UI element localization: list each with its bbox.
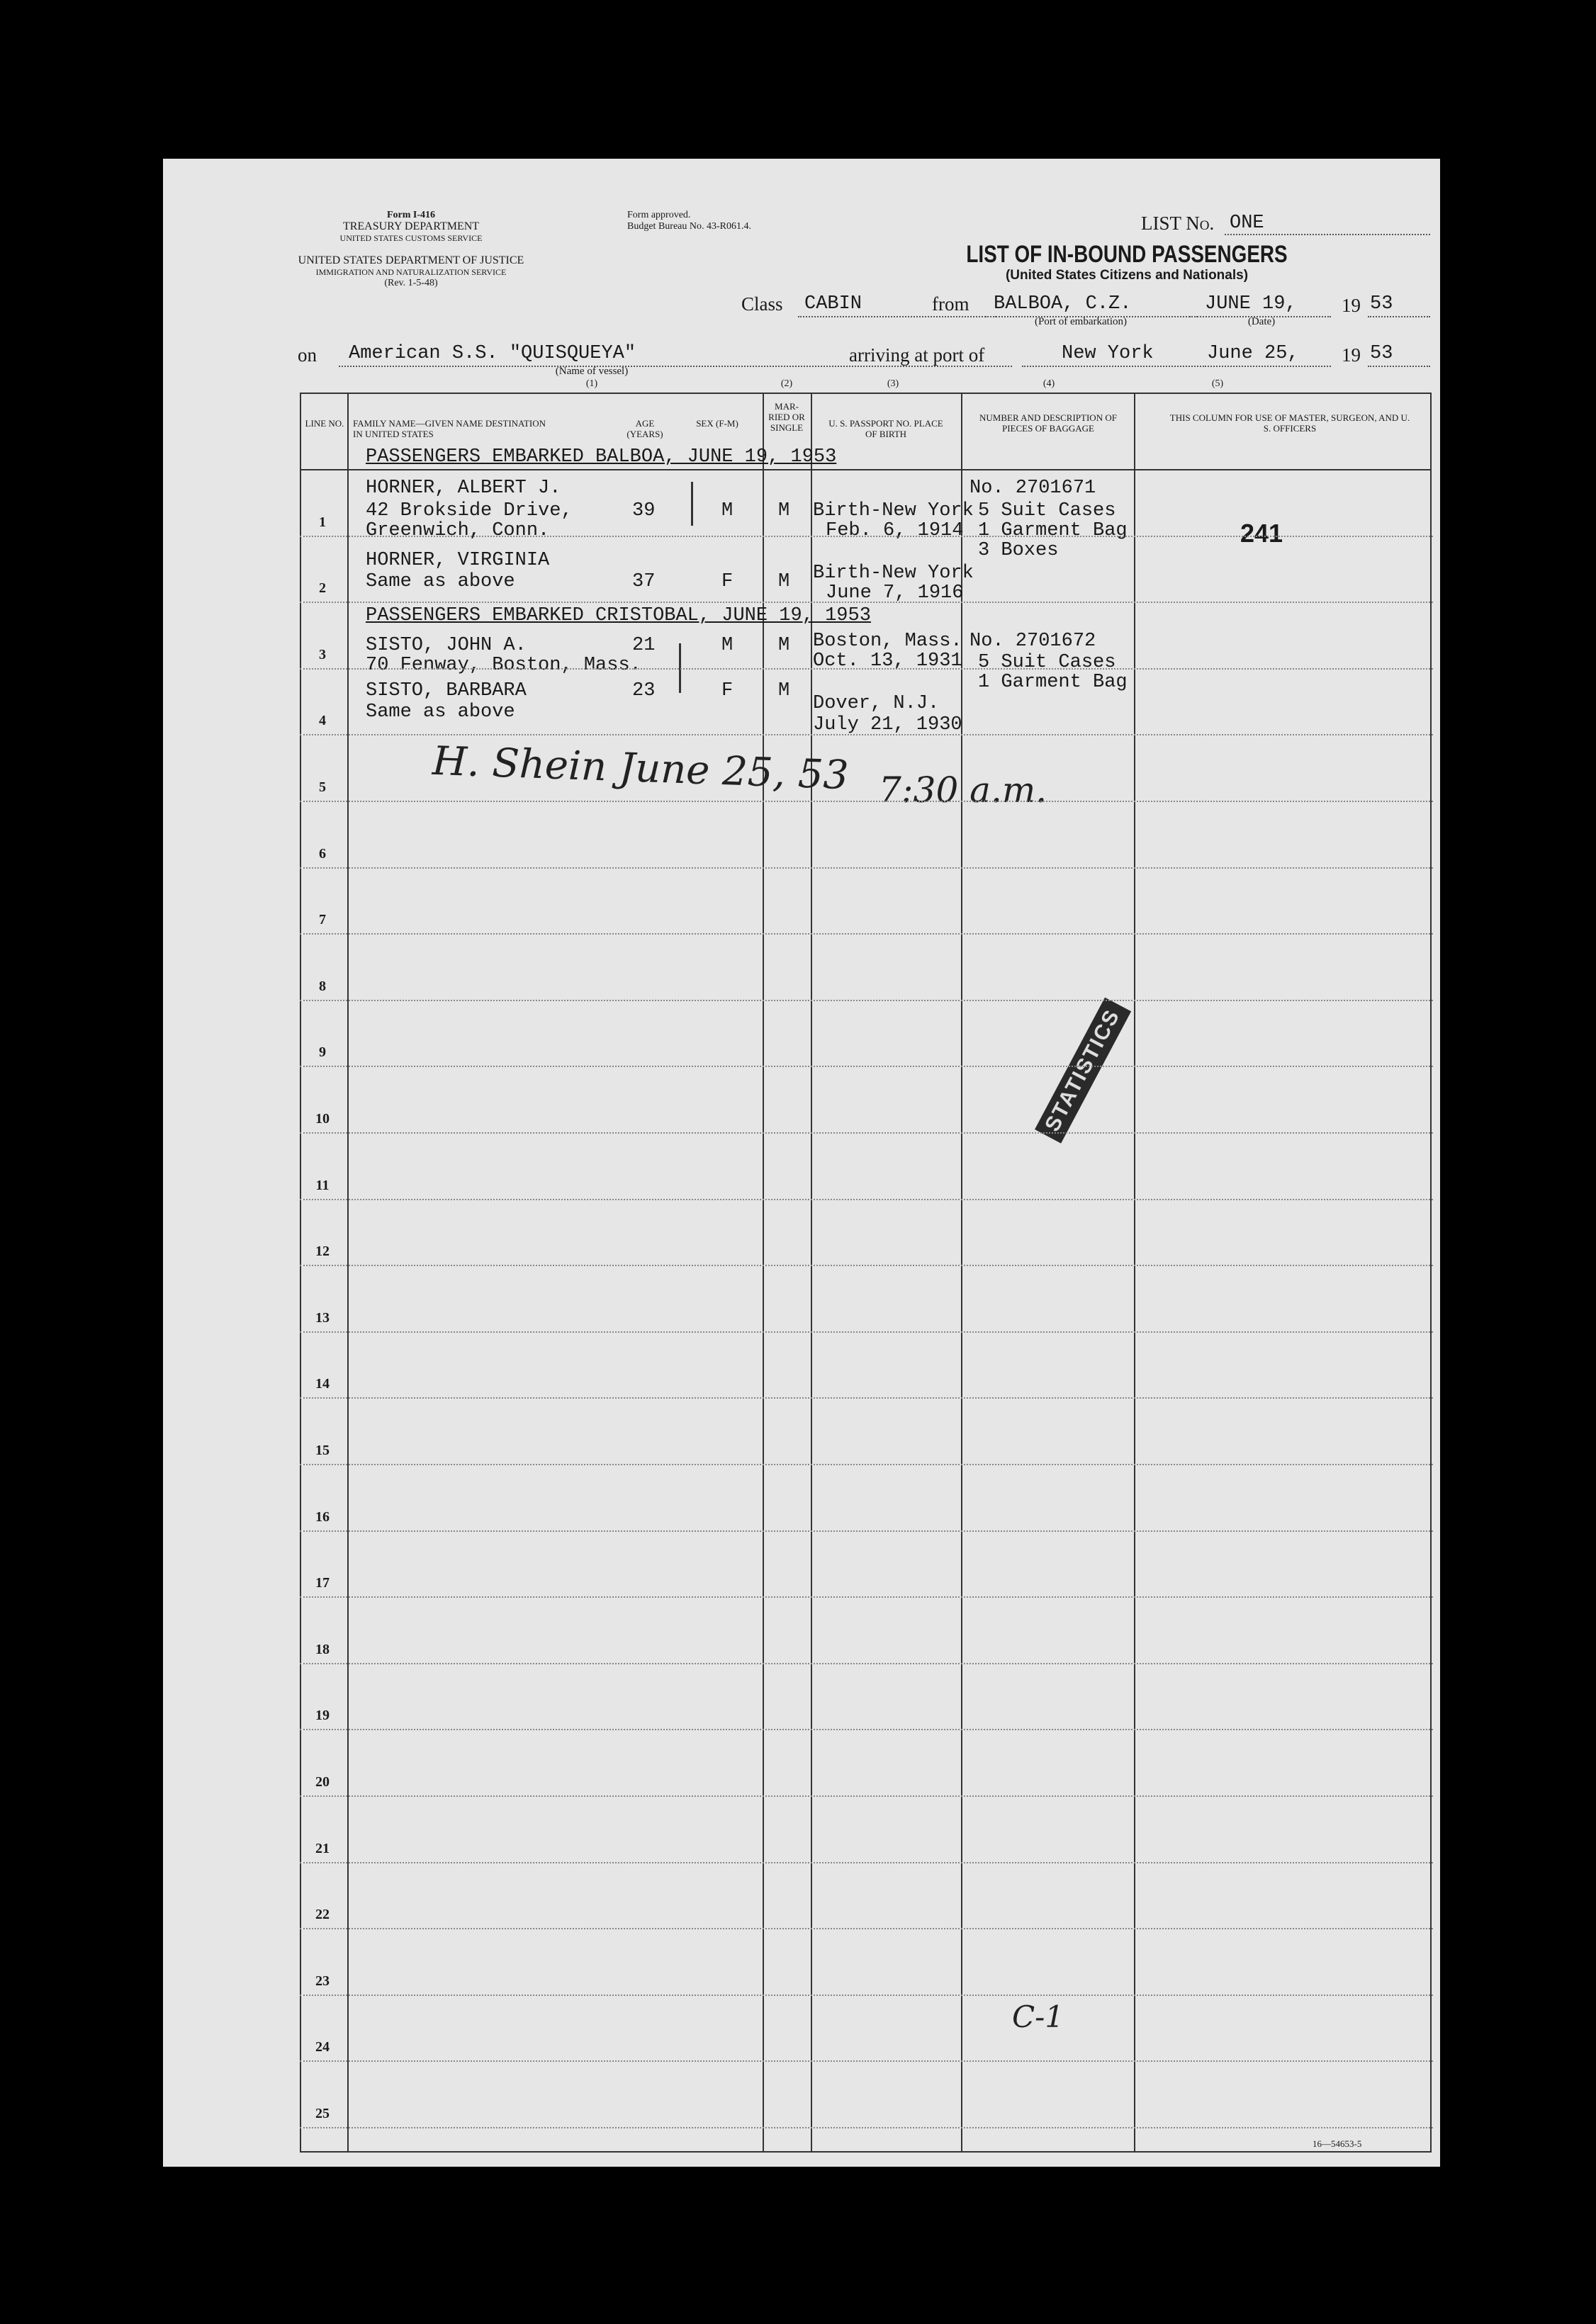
passenger-married: M (778, 680, 790, 701)
arrival-date: June 25, (1207, 343, 1299, 364)
baggage-item: 5 Suit Cases (978, 500, 1116, 521)
row-rule (300, 2060, 1433, 2062)
from-label: from (932, 293, 970, 315)
line-number: 4 (319, 713, 326, 728)
arrival-year-prefix: 19 (1342, 344, 1361, 366)
list-no-label: LIST No. (1141, 213, 1215, 234)
arrival-year-line (1368, 366, 1430, 367)
passenger-manifest-page (163, 159, 1440, 2167)
handwritten-signature: H. Shein June 25, 53 (432, 738, 850, 799)
row-rule (300, 2127, 1433, 2128)
row-rule (300, 1795, 1433, 1797)
line-number: 8 (319, 978, 326, 994)
col-head-officers: THIS COLUMN FOR USE OF MASTER, SURGEON, AND U. S. OFFICERS (1169, 412, 1410, 434)
passenger-married: M (778, 571, 790, 592)
line-number: 21 (315, 1841, 330, 1856)
col-head-married: MAR-RIED OR SINGLE (768, 401, 805, 433)
date-caption: (Date) (1247, 316, 1276, 327)
form-approved: Form approved. (627, 210, 691, 220)
col-rule (347, 393, 349, 2153)
col-num-4: (4) (1043, 378, 1055, 389)
row-rule (300, 1663, 1433, 1664)
justice-dept: UNITED STATES DEPARTMENT OF JUSTICE (298, 254, 524, 266)
document-title: LIST OF IN-BOUND PASSENGERS (966, 241, 1288, 268)
treasury-dept: TREASURY DEPARTMENT (342, 220, 480, 232)
col-rule (763, 393, 764, 2153)
row-rule (300, 867, 1433, 869)
row-rule (300, 734, 1433, 735)
row-rule (300, 1995, 1433, 1996)
class-line (798, 316, 996, 317)
row-rule (300, 668, 1433, 670)
line-number: 23 (315, 1973, 330, 1989)
row-rule (300, 602, 1433, 603)
line-number: 16 (315, 1509, 330, 1525)
ins-service: IMMIGRATION AND NATURALIZATION SERVICE (315, 267, 507, 277)
revision: (Rev. 1-5-48) (384, 278, 438, 288)
baggage-item: 3 Boxes (978, 540, 1059, 561)
passenger-address: Same as above (366, 701, 515, 723)
baggage-item: 5 Suit Cases (978, 652, 1116, 673)
line-number: 17 (315, 1575, 330, 1591)
passenger-sex: M (721, 635, 734, 656)
vessel-name: American S.S. "QUISQUEYA" (349, 343, 636, 364)
table-header-rule (300, 469, 1432, 470)
handwritten-time: 7:30 a.m. (879, 769, 1047, 811)
col-head-passport: U. S. PASSPORT NO. PLACE OF BIRTH (828, 418, 943, 439)
row-rule (300, 1199, 1433, 1200)
handwritten-code: C-1 (1012, 1999, 1064, 2034)
document-subtitle: (United States Citizens and Nationals) (1005, 268, 1249, 283)
col-rule (811, 393, 812, 2153)
passenger-name: SISTO, JOHN A. (366, 635, 527, 656)
section-header-cristobal: PASSENGERS EMBARKED CRISTOBAL, JUNE 19, 1953 (366, 605, 871, 626)
passenger-address: Same as above (366, 571, 515, 592)
line-number: 20 (315, 1774, 330, 1790)
row-rule (300, 1132, 1433, 1134)
passenger-birthdate: July 21, 1930 (813, 714, 962, 735)
line-number: 22 (315, 1907, 330, 1922)
officer-note: 241 (1240, 519, 1283, 548)
line-number: 9 (319, 1044, 326, 1060)
row-rule (300, 536, 1433, 537)
form-number: Form I-416 (386, 210, 436, 220)
line-number: 14 (315, 1376, 330, 1392)
col-rule (1134, 393, 1135, 2153)
line-number: 2 (319, 580, 326, 596)
arrival-port-line (1022, 366, 1206, 367)
line-number: 10 (315, 1111, 330, 1127)
passenger-name: SISTO, BARBARA (366, 680, 527, 701)
col-head-sex: SEX (F-M) (696, 418, 738, 429)
port-caption: (Port of embarkation) (1035, 316, 1127, 327)
passenger-birthplace: Boston, Mass. (813, 631, 962, 652)
vessel-caption: (Name of vessel) (555, 366, 629, 377)
footer-code: 16—54653-5 (1313, 2138, 1362, 2149)
passenger-sex: F (721, 680, 734, 701)
customs-service: UNITED STATES CUSTOMS SERVICE (339, 233, 483, 243)
baggage-item: 1 Garment Bag (978, 672, 1128, 693)
statistics-stamp: STATISTICS (1035, 998, 1131, 1144)
col-head-name: FAMILY NAME—GIVEN NAME DESTINATION IN UNITED STATES (353, 418, 546, 439)
passenger-birthplace: Birth-New York (813, 500, 974, 521)
passenger-age: 37 (632, 571, 656, 592)
passenger-married: M (778, 635, 790, 656)
tick-mark (691, 482, 703, 526)
line-number: 12 (315, 1243, 330, 1259)
row-rule (300, 1729, 1433, 1730)
row-rule (300, 1862, 1433, 1863)
col-head-age: AGE (YEARS) (626, 418, 663, 439)
passenger-address: 70 Fenway, Boston, Mass. (366, 655, 641, 676)
line-number: 5 (319, 779, 326, 795)
row-rule (300, 1066, 1433, 1067)
line-number: 11 (315, 1178, 330, 1193)
passenger-name: HORNER, ALBERT J. (366, 478, 561, 499)
baggage-item: 1 Garment Bag (978, 520, 1128, 541)
line-number: 13 (315, 1310, 330, 1326)
baggage-no: No. 2701671 (970, 478, 1096, 499)
row-rule (300, 1464, 1433, 1465)
line-number: 24 (315, 2039, 330, 2055)
col-num-3: (3) (887, 378, 899, 389)
passenger-birthdate: June 7, 1916 (826, 582, 964, 604)
passenger-sex: M (721, 500, 734, 521)
passenger-married: M (778, 500, 790, 521)
arriving-label: arriving at port of (849, 344, 985, 366)
row-rule (300, 933, 1433, 935)
passenger-birthdate: Feb. 6, 1914 (826, 520, 964, 541)
col-head-baggage: NUMBER AND DESCRIPTION OF PIECES OF BAGGAGE (979, 412, 1117, 434)
list-no-value: ONE (1230, 213, 1264, 234)
passenger-birthdate: Oct. 13, 1931 (813, 650, 962, 672)
row-rule (300, 1331, 1433, 1333)
baggage-no: No. 2701672 (970, 631, 1096, 652)
year-value: 53 (1370, 293, 1393, 315)
class-value: CABIN (804, 293, 862, 315)
on-label: on (298, 344, 317, 366)
col-head-line: LINE NO. (305, 418, 344, 429)
line-number: 6 (319, 846, 326, 862)
line-number: 18 (315, 1642, 330, 1657)
row-rule (300, 1596, 1433, 1598)
passenger-sex: F (721, 571, 734, 592)
row-rule (300, 1928, 1433, 1929)
row-rule (300, 801, 1433, 802)
row-rule (300, 1000, 1433, 1001)
passenger-address: 42 Brokside Drive, (366, 500, 573, 521)
row-rule (300, 1530, 1433, 1532)
line-number: 25 (315, 2106, 330, 2121)
section-header-balboa: PASSENGERS EMBARKED BALBOA, JUNE 19, 1953 (366, 446, 837, 468)
class-label: Class (741, 293, 783, 315)
from-value: BALBOA, C.Z. (994, 293, 1132, 315)
list-no-line (1225, 234, 1430, 235)
arrival-date-line (1205, 366, 1331, 367)
vessel-col-num: (1) (585, 378, 598, 389)
line-number: 7 (319, 912, 326, 927)
budget-bureau: Budget Bureau No. 43-R061.4. (627, 221, 751, 232)
col-num-2: (2) (780, 378, 793, 389)
arrival-year: 53 (1370, 343, 1393, 364)
passenger-birthplace: Dover, N.J. (813, 693, 940, 714)
line-number: 19 (315, 1708, 330, 1723)
passenger-name: HORNER, VIRGINIA (366, 550, 550, 571)
col-num-5: (5) (1211, 378, 1224, 389)
arrival-port: New York (1062, 343, 1154, 364)
embark-date: JUNE 19, (1205, 293, 1297, 315)
year-line (1368, 316, 1430, 317)
line-number: 15 (315, 1443, 330, 1458)
passenger-age: 21 (632, 635, 656, 656)
line-number: 3 (319, 647, 326, 662)
line-number: 1 (319, 514, 326, 530)
passenger-age: 23 (632, 680, 656, 701)
row-rule (300, 1265, 1433, 1266)
passenger-birthplace: Birth-New York (813, 563, 974, 584)
row-rule (300, 1397, 1433, 1399)
passenger-age: 39 (632, 500, 656, 521)
passenger-address: Greenwich, Conn. (366, 520, 550, 541)
year-prefix: 19 (1342, 295, 1361, 316)
